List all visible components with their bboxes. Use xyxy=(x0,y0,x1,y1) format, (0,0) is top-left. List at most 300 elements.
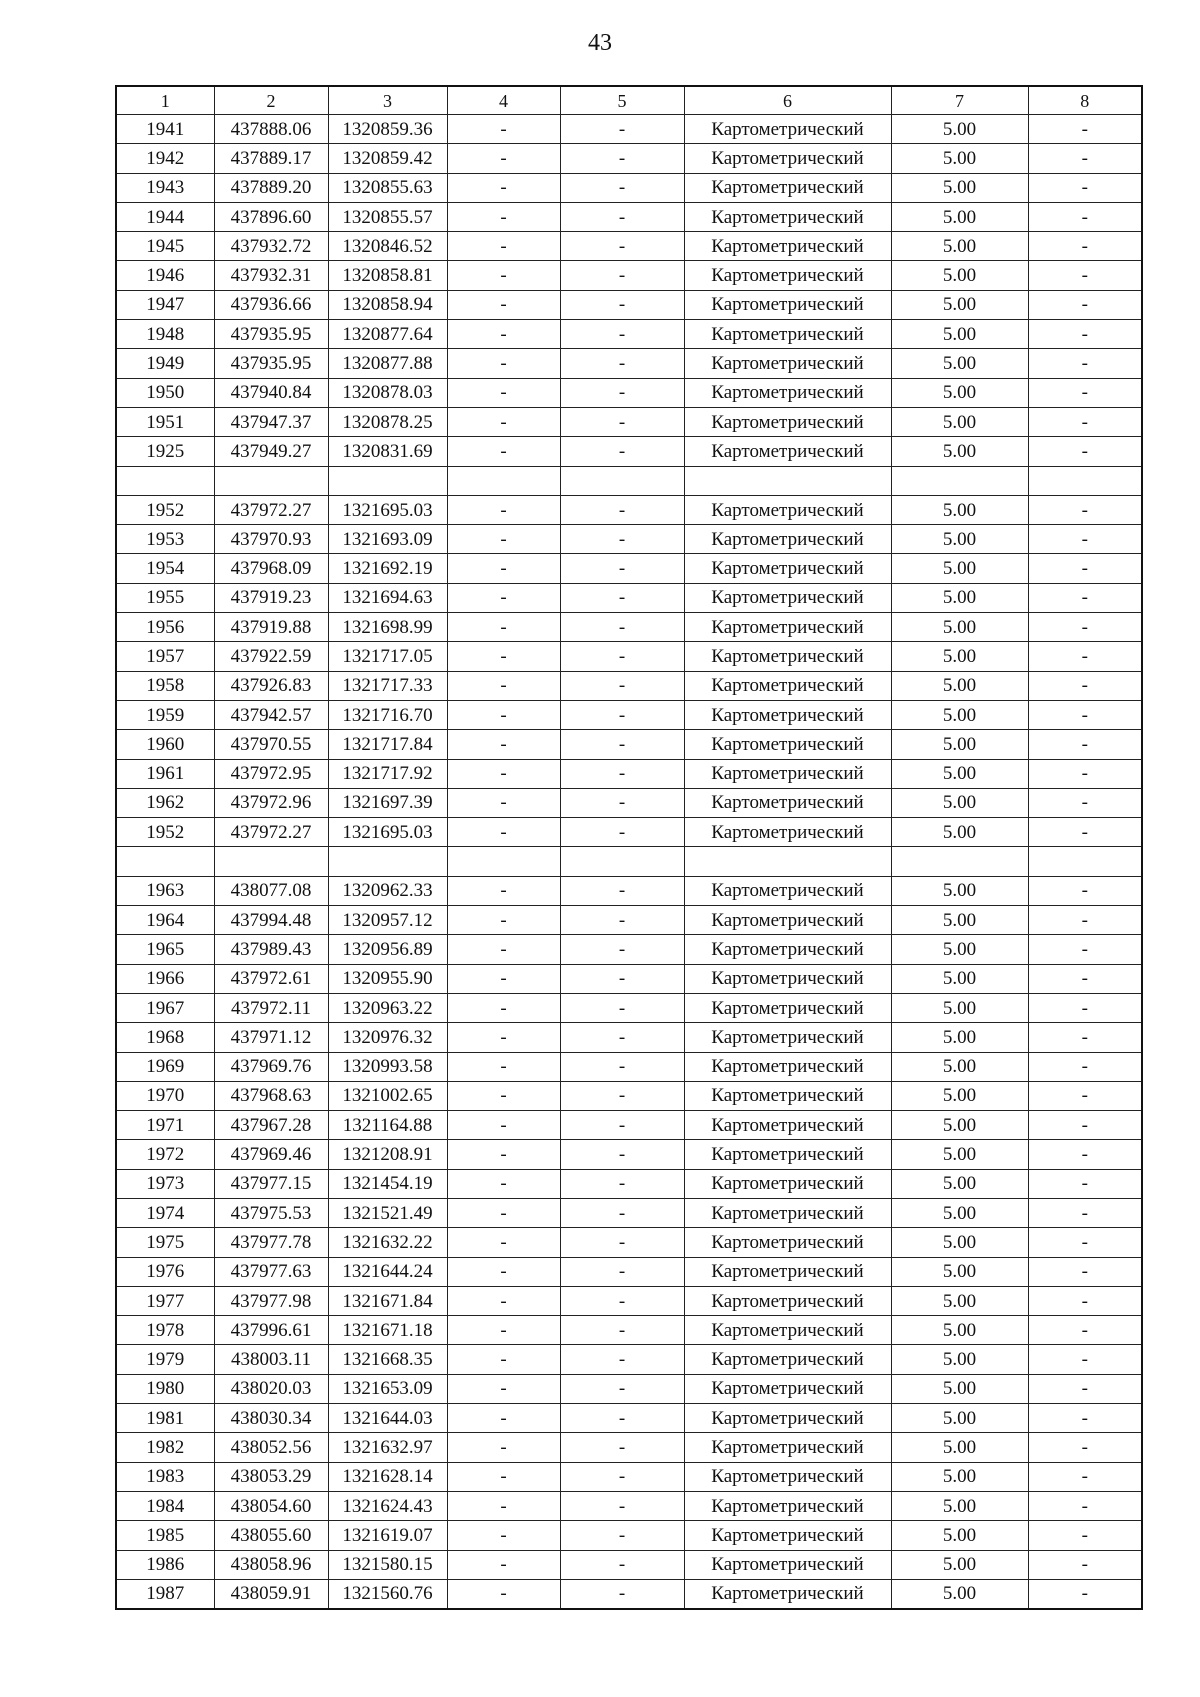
cell-method: Картометрический xyxy=(684,290,891,319)
cell-y-coordinate: 1321624.43 xyxy=(328,1491,447,1520)
cell-col-4: - xyxy=(447,290,560,319)
cell-x-coordinate: 437889.17 xyxy=(214,144,328,173)
cell-x-coordinate: 438059.91 xyxy=(214,1579,328,1609)
cell-accuracy: 5.00 xyxy=(891,1140,1028,1169)
table-row xyxy=(116,1169,1142,1198)
cell-col-4: - xyxy=(447,1169,560,1198)
cell-y-coordinate: 1321644.24 xyxy=(328,1257,447,1286)
table-row xyxy=(116,1491,1142,1520)
cell-y-coordinate: 1321653.09 xyxy=(328,1374,447,1403)
table-row xyxy=(116,964,1142,993)
cell-method: Картометрический xyxy=(684,525,891,554)
cell-col-4: - xyxy=(447,1257,560,1286)
table-row xyxy=(116,1521,1142,1550)
cell-x-coordinate: 437896.60 xyxy=(214,202,328,231)
cell-y-coordinate: 1321717.84 xyxy=(328,730,447,759)
cell-point-number: 1950 xyxy=(116,378,214,407)
cell-x-coordinate xyxy=(214,466,328,495)
cell-col-8: - xyxy=(1028,320,1142,349)
cell-col-8: - xyxy=(1028,964,1142,993)
cell-y-coordinate: 1321644.03 xyxy=(328,1404,447,1433)
cell-accuracy: 5.00 xyxy=(891,1550,1028,1579)
cell-method: Картометрический xyxy=(684,202,891,231)
cell-point-number: 1972 xyxy=(116,1140,214,1169)
cell-point-number: 1944 xyxy=(116,202,214,231)
cell-y-coordinate: 1321717.05 xyxy=(328,642,447,671)
cell-accuracy: 5.00 xyxy=(891,818,1028,847)
cell-point-number: 1976 xyxy=(116,1257,214,1286)
cell-col-4 xyxy=(447,466,560,495)
cell-x-coordinate: 437919.88 xyxy=(214,613,328,642)
cell-point-number: 1941 xyxy=(116,115,214,144)
cell-method: Картометрический xyxy=(684,378,891,407)
cell-col-5 xyxy=(560,847,684,876)
cell-col-5: - xyxy=(560,1023,684,1052)
cell-col-5: - xyxy=(560,1404,684,1433)
cell-point-number: 1968 xyxy=(116,1023,214,1052)
cell-method: Картометрический xyxy=(684,818,891,847)
cell-method: Картометрический xyxy=(684,1111,891,1140)
cell-col-5: - xyxy=(560,1228,684,1257)
cell-y-coordinate: 1321208.91 xyxy=(328,1140,447,1169)
cell-col-5: - xyxy=(560,1433,684,1462)
cell-y-coordinate: 1321695.03 xyxy=(328,818,447,847)
cell-x-coordinate: 437996.61 xyxy=(214,1316,328,1345)
column-header: 8 xyxy=(1028,86,1142,115)
cell-col-8: - xyxy=(1028,437,1142,466)
cell-accuracy: 5.00 xyxy=(891,173,1028,202)
table-row xyxy=(116,818,1142,847)
table-row xyxy=(116,671,1142,700)
cell-col-5: - xyxy=(560,261,684,290)
cell-point-number: 1954 xyxy=(116,554,214,583)
cell-col-4: - xyxy=(447,261,560,290)
table-row xyxy=(116,1550,1142,1579)
column-header: 3 xyxy=(328,86,447,115)
cell-col-4: - xyxy=(447,1111,560,1140)
cell-method: Картометрический xyxy=(684,1081,891,1110)
cell-x-coordinate: 437977.98 xyxy=(214,1286,328,1315)
cell-x-coordinate: 437949.27 xyxy=(214,437,328,466)
cell-col-4: - xyxy=(447,671,560,700)
cell-method: Картометрический xyxy=(684,935,891,964)
cell-col-4: - xyxy=(447,1404,560,1433)
cell-x-coordinate: 437919.23 xyxy=(214,583,328,612)
table-row xyxy=(116,173,1142,202)
cell-accuracy: 5.00 xyxy=(891,320,1028,349)
table-row xyxy=(116,1433,1142,1462)
cell-y-coordinate: 1320877.64 xyxy=(328,320,447,349)
cell-col-8: - xyxy=(1028,671,1142,700)
cell-col-4: - xyxy=(447,818,560,847)
table-row xyxy=(116,437,1142,466)
cell-x-coordinate: 437970.93 xyxy=(214,525,328,554)
cell-col-8: - xyxy=(1028,1345,1142,1374)
cell-col-8: - xyxy=(1028,261,1142,290)
cell-y-coordinate: 1321560.76 xyxy=(328,1579,447,1609)
cell-col-8: - xyxy=(1028,613,1142,642)
cell-col-4: - xyxy=(447,1316,560,1345)
cell-col-8: - xyxy=(1028,349,1142,378)
cell-col-8: - xyxy=(1028,993,1142,1022)
table-row xyxy=(116,495,1142,524)
cell-method: Картометрический xyxy=(684,993,891,1022)
table-row xyxy=(116,1111,1142,1140)
cell-col-4: - xyxy=(447,993,560,1022)
cell-col-8: - xyxy=(1028,495,1142,524)
cell-method: Картометрический xyxy=(684,1491,891,1520)
cell-col-8: - xyxy=(1028,525,1142,554)
cell-col-5: - xyxy=(560,730,684,759)
cell-y-coordinate: 1320993.58 xyxy=(328,1052,447,1081)
cell-point-number: 1945 xyxy=(116,232,214,261)
cell-y-coordinate: 1321619.07 xyxy=(328,1521,447,1550)
cell-accuracy: 5.00 xyxy=(891,437,1028,466)
cell-col-4: - xyxy=(447,349,560,378)
cell-col-8: - xyxy=(1028,554,1142,583)
cell-col-8: - xyxy=(1028,1052,1142,1081)
cell-y-coordinate: 1320858.94 xyxy=(328,290,447,319)
cell-col-4: - xyxy=(447,525,560,554)
cell-method: Картометрический xyxy=(684,1345,891,1374)
cell-col-4: - xyxy=(447,759,560,788)
cell-col-8: - xyxy=(1028,1433,1142,1462)
cell-col-8: - xyxy=(1028,1491,1142,1520)
cell-col-4: - xyxy=(447,642,560,671)
cell-accuracy: 5.00 xyxy=(891,1081,1028,1110)
cell-col-5: - xyxy=(560,642,684,671)
cell-point-number: 1965 xyxy=(116,935,214,964)
cell-method: Картометрический xyxy=(684,144,891,173)
cell-col-4: - xyxy=(447,320,560,349)
cell-x-coordinate: 438077.08 xyxy=(214,876,328,905)
cell-x-coordinate: 437932.72 xyxy=(214,232,328,261)
cell-method: Картометрический xyxy=(684,671,891,700)
cell-x-coordinate: 438030.34 xyxy=(214,1404,328,1433)
cell-accuracy: 5.00 xyxy=(891,495,1028,524)
cell-col-4: - xyxy=(447,1023,560,1052)
cell-x-coordinate: 437977.78 xyxy=(214,1228,328,1257)
cell-accuracy: 5.00 xyxy=(891,964,1028,993)
cell-method: Картометрический xyxy=(684,1052,891,1081)
cell-method: Картометрический xyxy=(684,1462,891,1491)
table-body xyxy=(116,115,1142,1610)
cell-y-coordinate: 1320831.69 xyxy=(328,437,447,466)
cell-point-number: 1925 xyxy=(116,437,214,466)
table-header-row xyxy=(116,86,1142,115)
table-row xyxy=(116,935,1142,964)
cell-y-coordinate xyxy=(328,847,447,876)
table-row xyxy=(116,1316,1142,1345)
cell-col-4: - xyxy=(447,1491,560,1520)
cell-accuracy: 5.00 xyxy=(891,1345,1028,1374)
cell-accuracy: 5.00 xyxy=(891,993,1028,1022)
cell-accuracy: 5.00 xyxy=(891,759,1028,788)
cell-y-coordinate: 1321692.19 xyxy=(328,554,447,583)
cell-point-number: 1979 xyxy=(116,1345,214,1374)
cell-col-5: - xyxy=(560,349,684,378)
cell-point-number: 1942 xyxy=(116,144,214,173)
cell-point-number: 1963 xyxy=(116,876,214,905)
cell-accuracy: 5.00 xyxy=(891,407,1028,436)
cell-col-4: - xyxy=(447,613,560,642)
cell-col-8 xyxy=(1028,466,1142,495)
cell-point-number: 1952 xyxy=(116,818,214,847)
table-row xyxy=(116,1140,1142,1169)
cell-method: Картометрический xyxy=(684,1286,891,1315)
cell-point-number: 1985 xyxy=(116,1521,214,1550)
cell-y-coordinate: 1321632.97 xyxy=(328,1433,447,1462)
table-row xyxy=(116,1462,1142,1491)
cell-col-8: - xyxy=(1028,407,1142,436)
cell-method: Картометрический xyxy=(684,1374,891,1403)
cell-col-8: - xyxy=(1028,788,1142,817)
table-row xyxy=(116,320,1142,349)
cell-accuracy xyxy=(891,466,1028,495)
column-header: 6 xyxy=(684,86,891,115)
cell-y-coordinate: 1321697.39 xyxy=(328,788,447,817)
cell-y-coordinate: 1320859.36 xyxy=(328,115,447,144)
cell-point-number: 1987 xyxy=(116,1579,214,1609)
cell-accuracy: 5.00 xyxy=(891,1433,1028,1462)
cell-col-5 xyxy=(560,466,684,495)
cell-method: Картометрический xyxy=(684,232,891,261)
cell-y-coordinate: 1321002.65 xyxy=(328,1081,447,1110)
table-row xyxy=(116,1023,1142,1052)
cell-col-8: - xyxy=(1028,1198,1142,1227)
cell-col-5: - xyxy=(560,1169,684,1198)
cell-x-coordinate: 437888.06 xyxy=(214,115,328,144)
cell-col-4: - xyxy=(447,876,560,905)
cell-y-coordinate: 1320955.90 xyxy=(328,964,447,993)
table-row xyxy=(116,378,1142,407)
cell-point-number: 1977 xyxy=(116,1286,214,1315)
cell-method: Картометрический xyxy=(684,1140,891,1169)
cell-col-5: - xyxy=(560,964,684,993)
cell-col-4: - xyxy=(447,1521,560,1550)
cell-col-5: - xyxy=(560,525,684,554)
column-header: 1 xyxy=(116,86,214,115)
cell-col-8: - xyxy=(1028,583,1142,612)
cell-x-coordinate: 437940.84 xyxy=(214,378,328,407)
cell-col-4: - xyxy=(447,730,560,759)
cell-col-5: - xyxy=(560,407,684,436)
cell-x-coordinate: 437889.20 xyxy=(214,173,328,202)
table-row xyxy=(116,232,1142,261)
cell-col-5: - xyxy=(560,115,684,144)
cell-x-coordinate: 437994.48 xyxy=(214,906,328,935)
table-row xyxy=(116,788,1142,817)
cell-accuracy: 5.00 xyxy=(891,232,1028,261)
cell-col-8: - xyxy=(1028,906,1142,935)
cell-col-8: - xyxy=(1028,202,1142,231)
cell-point-number: 1956 xyxy=(116,613,214,642)
cell-x-coordinate: 437989.43 xyxy=(214,935,328,964)
cell-method: Картометрический xyxy=(684,1198,891,1227)
cell-point-number: 1961 xyxy=(116,759,214,788)
cell-point-number: 1969 xyxy=(116,1052,214,1081)
cell-col-5: - xyxy=(560,876,684,905)
cell-col-4: - xyxy=(447,583,560,612)
cell-point-number: 1957 xyxy=(116,642,214,671)
cell-col-8: - xyxy=(1028,730,1142,759)
cell-accuracy: 5.00 xyxy=(891,554,1028,583)
cell-col-5: - xyxy=(560,1111,684,1140)
cell-method: Картометрический xyxy=(684,730,891,759)
cell-col-8: - xyxy=(1028,1228,1142,1257)
cell-x-coordinate: 437972.27 xyxy=(214,818,328,847)
cell-method: Картометрический xyxy=(684,320,891,349)
cell-accuracy: 5.00 xyxy=(891,730,1028,759)
cell-x-coordinate: 437969.76 xyxy=(214,1052,328,1081)
cell-point-number: 1943 xyxy=(116,173,214,202)
table-row xyxy=(116,261,1142,290)
cell-x-coordinate: 438020.03 xyxy=(214,1374,328,1403)
cell-method: Картометрический xyxy=(684,906,891,935)
cell-col-5: - xyxy=(560,1316,684,1345)
cell-col-5: - xyxy=(560,495,684,524)
cell-point-number: 1986 xyxy=(116,1550,214,1579)
cell-method: Картометрический xyxy=(684,964,891,993)
cell-col-8: - xyxy=(1028,1257,1142,1286)
cell-col-5: - xyxy=(560,232,684,261)
cell-col-4: - xyxy=(447,964,560,993)
table-row xyxy=(116,1286,1142,1315)
cell-x-coordinate: 437967.28 xyxy=(214,1111,328,1140)
cell-accuracy: 5.00 xyxy=(891,261,1028,290)
cell-y-coordinate: 1320976.32 xyxy=(328,1023,447,1052)
cell-method: Картометрический xyxy=(684,583,891,612)
cell-accuracy: 5.00 xyxy=(891,1257,1028,1286)
cell-method xyxy=(684,847,891,876)
cell-col-4: - xyxy=(447,1579,560,1609)
cell-col-5: - xyxy=(560,1550,684,1579)
cell-y-coordinate: 1320963.22 xyxy=(328,993,447,1022)
table-row xyxy=(116,1257,1142,1286)
cell-x-coordinate: 437977.15 xyxy=(214,1169,328,1198)
cell-y-coordinate: 1321717.33 xyxy=(328,671,447,700)
cell-col-4: - xyxy=(447,115,560,144)
cell-x-coordinate xyxy=(214,847,328,876)
cell-col-5: - xyxy=(560,671,684,700)
cell-accuracy: 5.00 xyxy=(891,115,1028,144)
cell-method: Картометрический xyxy=(684,1550,891,1579)
cell-col-8: - xyxy=(1028,173,1142,202)
table-row xyxy=(116,1404,1142,1433)
cell-accuracy: 5.00 xyxy=(891,1579,1028,1609)
cell-point-number: 1947 xyxy=(116,290,214,319)
cell-col-8: - xyxy=(1028,115,1142,144)
cell-x-coordinate: 437977.63 xyxy=(214,1257,328,1286)
cell-point-number: 1958 xyxy=(116,671,214,700)
cell-y-coordinate: 1321632.22 xyxy=(328,1228,447,1257)
cell-point-number: 1949 xyxy=(116,349,214,378)
cell-col-8: - xyxy=(1028,1462,1142,1491)
cell-x-coordinate: 437972.96 xyxy=(214,788,328,817)
cell-col-5: - xyxy=(560,1140,684,1169)
cell-accuracy: 5.00 xyxy=(891,788,1028,817)
table-row xyxy=(116,1052,1142,1081)
cell-y-coordinate: 1320846.52 xyxy=(328,232,447,261)
cell-point-number: 1978 xyxy=(116,1316,214,1345)
cell-y-coordinate: 1320855.57 xyxy=(328,202,447,231)
cell-col-8: - xyxy=(1028,1579,1142,1609)
cell-point-number: 1982 xyxy=(116,1433,214,1462)
cell-accuracy: 5.00 xyxy=(891,1111,1028,1140)
cell-method: Картометрический xyxy=(684,788,891,817)
cell-y-coordinate: 1320858.81 xyxy=(328,261,447,290)
cell-col-5: - xyxy=(560,378,684,407)
cell-y-coordinate: 1320956.89 xyxy=(328,935,447,964)
cell-accuracy: 5.00 xyxy=(891,583,1028,612)
table-row xyxy=(116,700,1142,729)
table-row xyxy=(116,906,1142,935)
table-row xyxy=(116,613,1142,642)
cell-x-coordinate: 438052.56 xyxy=(214,1433,328,1462)
cell-y-coordinate: 1321716.70 xyxy=(328,700,447,729)
cell-col-5: - xyxy=(560,202,684,231)
cell-y-coordinate: 1321521.49 xyxy=(328,1198,447,1227)
cell-accuracy: 5.00 xyxy=(891,1286,1028,1315)
cell-col-8: - xyxy=(1028,144,1142,173)
cell-col-4: - xyxy=(447,1345,560,1374)
cell-col-5: - xyxy=(560,173,684,202)
cell-point-number xyxy=(116,466,214,495)
coordinates-table xyxy=(115,85,1143,1610)
cell-accuracy: 5.00 xyxy=(891,144,1028,173)
table-row xyxy=(116,847,1142,876)
cell-x-coordinate: 437975.53 xyxy=(214,1198,328,1227)
cell-col-8: - xyxy=(1028,935,1142,964)
cell-x-coordinate: 437972.11 xyxy=(214,993,328,1022)
cell-col-5: - xyxy=(560,759,684,788)
cell-col-4: - xyxy=(447,173,560,202)
cell-y-coordinate: 1320957.12 xyxy=(328,906,447,935)
cell-col-8: - xyxy=(1028,1550,1142,1579)
cell-x-coordinate: 438055.60 xyxy=(214,1521,328,1550)
cell-y-coordinate: 1321694.63 xyxy=(328,583,447,612)
cell-point-number: 1984 xyxy=(116,1491,214,1520)
cell-accuracy: 5.00 xyxy=(891,525,1028,554)
cell-y-coordinate xyxy=(328,466,447,495)
cell-col-4: - xyxy=(447,407,560,436)
cell-col-5: - xyxy=(560,320,684,349)
cell-x-coordinate: 437935.95 xyxy=(214,349,328,378)
cell-col-5: - xyxy=(560,1198,684,1227)
cell-col-8: - xyxy=(1028,642,1142,671)
cell-accuracy: 5.00 xyxy=(891,349,1028,378)
cell-col-4: - xyxy=(447,202,560,231)
cell-method: Картометрический xyxy=(684,495,891,524)
cell-accuracy: 5.00 xyxy=(891,671,1028,700)
cell-point-number: 1971 xyxy=(116,1111,214,1140)
cell-point-number: 1951 xyxy=(116,407,214,436)
cell-y-coordinate: 1321164.88 xyxy=(328,1111,447,1140)
table-row xyxy=(116,1345,1142,1374)
cell-point-number: 1967 xyxy=(116,993,214,1022)
cell-col-5: - xyxy=(560,1257,684,1286)
cell-accuracy: 5.00 xyxy=(891,935,1028,964)
cell-x-coordinate: 437926.83 xyxy=(214,671,328,700)
cell-y-coordinate: 1321717.92 xyxy=(328,759,447,788)
cell-point-number: 1962 xyxy=(116,788,214,817)
cell-col-8: - xyxy=(1028,876,1142,905)
cell-point-number xyxy=(116,847,214,876)
cell-accuracy: 5.00 xyxy=(891,202,1028,231)
cell-col-5: - xyxy=(560,1462,684,1491)
cell-accuracy: 5.00 xyxy=(891,1521,1028,1550)
table-row xyxy=(116,583,1142,612)
